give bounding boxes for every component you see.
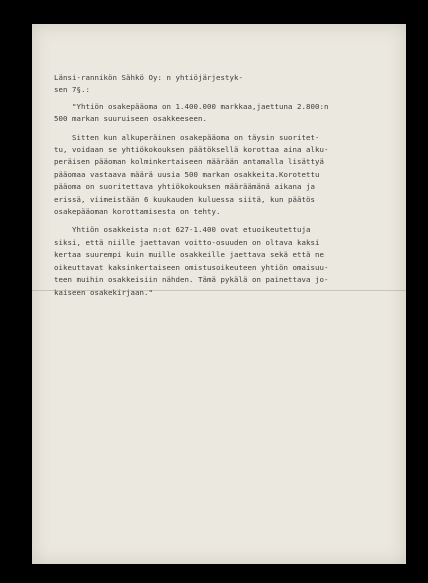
text-line: Sitten kun alkuperäinen osakepääoma on täysin suoritet- bbox=[54, 132, 320, 142]
text-line: kertaa suurempi kuin muille osakkeille jaettava sekä että ne bbox=[54, 250, 324, 260]
text-line: tu, voidaan se yhtiökokouksen päätöksellä korottaa aina alku- bbox=[54, 145, 329, 155]
text-line: 500 markan suuruiseen osakkeeseen. bbox=[54, 114, 207, 124]
text-line: pääoma on suoritettava yhtiökokouksen määräämänä aikana ja bbox=[54, 182, 315, 192]
text-line: pääomaa vastaava määrä uusia 500 markan osakkeita.Korotettu bbox=[54, 169, 320, 179]
paragraph-share-capital bbox=[54, 101, 384, 126]
text-line: oikeuttavat kaksinkertaiseen omistusoikeuteen yhtiön omaisuu- bbox=[54, 262, 329, 272]
text-line: peräisen pääoman kolminkertaiseen määrään antamalla lisättyä bbox=[54, 157, 324, 167]
text-line: siksi, että niille jaettavan voitto-osuuden on oltava kaksi bbox=[54, 237, 320, 247]
text-line: "Yhtiön osakepääoma on 1.400.000 markkaa,jaettuna 2.800:n bbox=[54, 101, 329, 111]
text-line: osakepääoman korottamisesta on tehty. bbox=[54, 207, 221, 217]
heading-line-2: sen 7§.: bbox=[54, 85, 90, 95]
text-line: Yhtiön osakkeista n:ot 627-1.400 ovat etuoikeutettuja bbox=[54, 225, 311, 235]
text-line: kaiseen osakekirjaan." bbox=[54, 287, 153, 297]
text-line: teen muihin osakkeisiin nähden. Tämä pykälä on painettava jo- bbox=[54, 275, 329, 285]
paragraph-capital-increase bbox=[54, 132, 384, 219]
heading-line-1: Länsi-rannikön Sähkö Oy: n yhtiöjärjestyk- bbox=[54, 73, 243, 82]
text-line: erissä, viimeistään 6 kuukauden kuluessa siitä, kun päätös bbox=[54, 194, 315, 204]
typed-text-body bbox=[54, 72, 384, 299]
paragraph-preferred-shares bbox=[54, 224, 384, 298]
